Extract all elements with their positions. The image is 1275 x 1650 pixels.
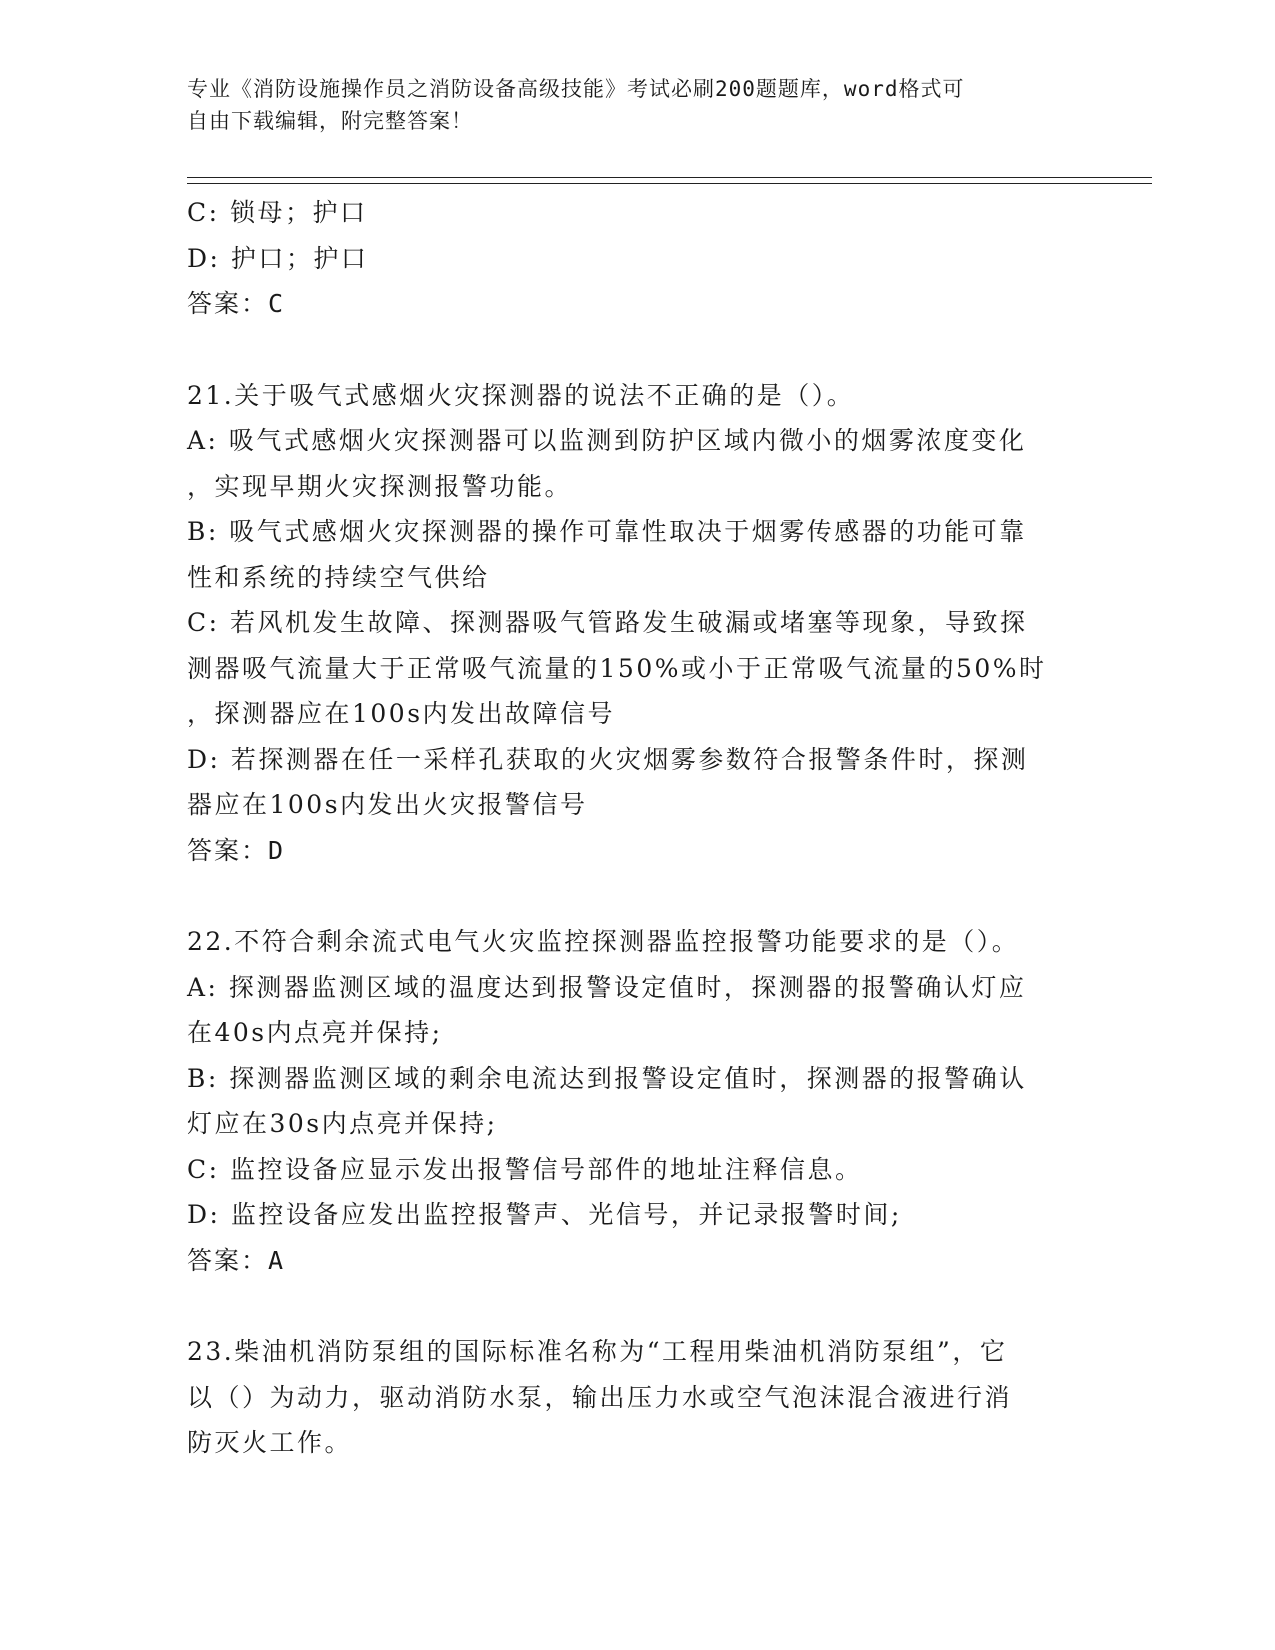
q22-answer: 答案：A bbox=[187, 1245, 286, 1275]
q22-option-d: D: 监控设备应发出监控报警声、光信号，并记录报警时间; bbox=[187, 1200, 902, 1229]
q21-option-c-line-3: ，探测器应在100s内发出故障信号 bbox=[187, 699, 616, 728]
q23-stem-line-3: 防灭火工作。 bbox=[187, 1428, 353, 1457]
q21-option-b-line-2: 性和系统的持续空气供给 bbox=[187, 562, 490, 592]
q22-stem: 22.不符合剩余流式电气火灾监控探测器监控报警功能要求的是（）。 bbox=[187, 927, 1020, 956]
q21-answer: 答案：D bbox=[187, 835, 286, 865]
spacer bbox=[187, 327, 1077, 373]
q21-stem: 21.关于吸气式感烟火灾探测器的说法不正确的是（）。 bbox=[187, 380, 855, 410]
q21-option-c-line-1: C: 若风机发生故障、探测器吸气管路发生破漏或堵塞等现象，导致探 bbox=[187, 608, 1028, 637]
question-20-tail bbox=[187, 190, 1077, 327]
document-header bbox=[187, 73, 1067, 137]
q22-option-a-line-2: 在40s内点亮并保持; bbox=[187, 1018, 443, 1047]
q22-option-b-line-2: 灯应在30s内点亮并保持; bbox=[187, 1109, 498, 1138]
question-22 bbox=[187, 919, 1077, 1283]
q20-option-c: C: 锁母；护口 bbox=[187, 198, 368, 227]
header-line-1: 专业《消防设施操作员之消防设备高级技能》考试必刷200题题库，word格式可 bbox=[187, 77, 965, 101]
question-21 bbox=[187, 373, 1077, 874]
q22-option-a-line-1: A: 探测器监测区域的温度达到报警设定值时，探测器的报警确认灯应 bbox=[187, 972, 1027, 1002]
header-divider-top bbox=[187, 177, 1152, 178]
document-body bbox=[187, 190, 1077, 1466]
q20-answer: 答案：C bbox=[187, 289, 286, 318]
q21-option-a-line-2: ，实现早期火灾探测报警功能。 bbox=[187, 471, 573, 501]
spacer bbox=[187, 873, 1077, 919]
q21-option-d-line-1: D: 若探测器在任一采样孔获取的火灾烟雾参数符合报警条件时，探测 bbox=[187, 744, 1029, 774]
question-23 bbox=[187, 1329, 1077, 1466]
q23-stem-line-2: 以（）为动力，驱动消防水泵，输出压力水或空气泡沫混合液进行消 bbox=[187, 1382, 1013, 1412]
spacer bbox=[187, 1283, 1077, 1329]
q21-option-b-line-1: B: 吸气式感烟火灾探测器的操作可靠性取决于烟雾传感器的功能可靠 bbox=[187, 517, 1027, 546]
q21-option-c-line-2: 测器吸气流量大于正常吸气流量的150%或小于正常吸气流量的50%时 bbox=[187, 653, 1047, 683]
header-divider-bottom bbox=[187, 183, 1152, 184]
header-line-2: 自由下载编辑，附完整答案！ bbox=[187, 109, 473, 133]
q20-option-d: D: 护口；护口 bbox=[187, 243, 369, 273]
q22-option-c: C: 监控设备应显示发出报警信号部件的地址注释信息。 bbox=[187, 1154, 863, 1184]
q23-stem-line-1: 23.柴油机消防泵组的国际标准名称为“工程用柴油机消防泵组”，它 bbox=[187, 1337, 1008, 1366]
q22-option-b-line-1: B: 探测器监测区域的剩余电流达到报警设定值时，探测器的报警确认 bbox=[187, 1063, 1027, 1093]
q21-option-a-line-1: A: 吸气式感烟火灾探测器可以监测到防护区域内微小的烟雾浓度变化 bbox=[187, 426, 1027, 455]
q21-option-d-line-2: 器应在100s内发出火灾报警信号 bbox=[187, 790, 588, 819]
